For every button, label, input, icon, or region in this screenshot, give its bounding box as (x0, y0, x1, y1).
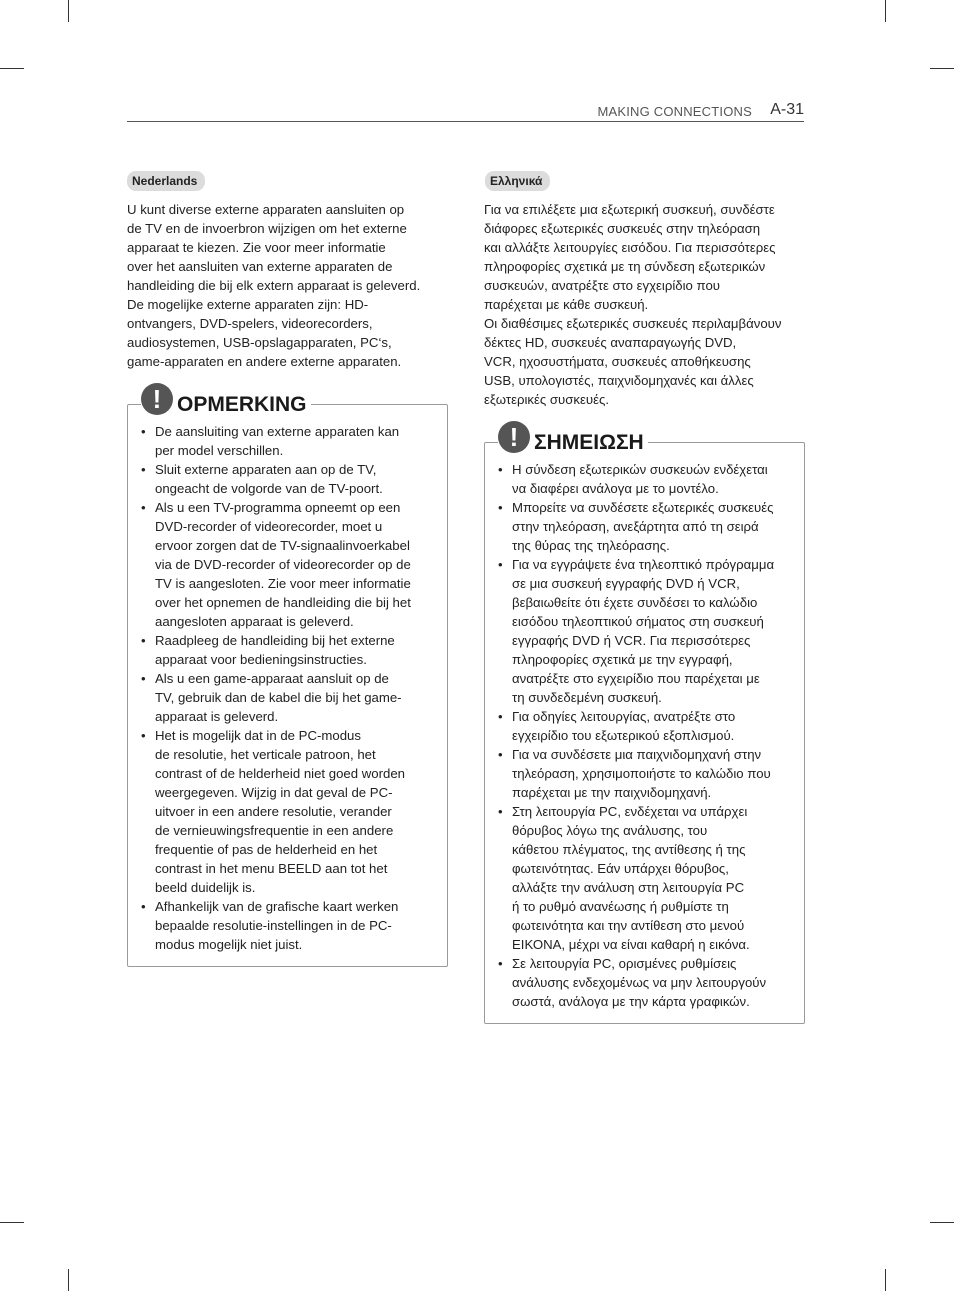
text-line: εξωτερικές συσκευές. (484, 392, 609, 407)
note-bullet-item (498, 802, 792, 954)
text-line: ανατρέξτε στο εγχειρίδιο που παρέχεται με (512, 671, 760, 686)
crop-mark-top-right-h (930, 68, 954, 69)
page-header (127, 100, 804, 122)
intro-paragraph (127, 200, 449, 371)
text-line: Για να εγγράψετε ένα τηλεοπτικό πρόγραμμα (512, 557, 775, 572)
note-bullet-item (141, 460, 435, 498)
crop-mark-bottom-left (68, 1269, 69, 1291)
text-line: ανάλυσης ενδεχομένως να μην λειτουργούν (512, 975, 767, 990)
text-line: over het aansluiten van externe apparaten de (127, 259, 393, 274)
crop-mark-top-left (68, 0, 69, 22)
note-bullet-item (498, 555, 792, 707)
text-line: game-apparaten en andere externe apparaten. (127, 354, 402, 369)
text-line: Sluit externe apparaten aan op de TV, (155, 462, 377, 477)
text-line: Οι διαθέσιμες εξωτερικές συσκευές περιλαμβάνουν (484, 316, 782, 331)
note-bullet-item (141, 897, 435, 954)
note-title: ΣΗΜΕΙΩΣΗ (534, 431, 644, 454)
text-line: Για να επιλέξετε μια εξωτερική συσκευή, συνδέστε (484, 202, 775, 217)
note-bullet-list (498, 460, 792, 1011)
text-line: De mogelijke externe apparaten zijn: HD- (127, 297, 369, 312)
text-line: Στη λειτουργία PC, ενδέχεται να υπάρχει (512, 804, 748, 819)
text-line: τηλεόραση, χρησιμοποιήστε το καλώδιο που (512, 766, 771, 781)
text-line: εγχειρίδιο του εξωτερικού εξοπλισμού. (512, 728, 735, 743)
text-line: weergegeven. Wijzig in dat geval de PC- (155, 785, 393, 800)
note-bullet-item (141, 422, 435, 460)
text-line: Μπορείτε να συνδέσετε εξωτερικές συσκευές (512, 500, 774, 515)
crop-mark-bottom-right-h (930, 1222, 954, 1223)
text-line: uitvoer in een andere resolutie, verander (155, 804, 392, 819)
text-line: συσκευών, ανατρέξτε στο εγχειρίδιο που (484, 278, 721, 293)
text-line: δέκτες HD, συσκευές αναπαραγωγής DVD, (484, 335, 737, 350)
note-bullet-list (141, 422, 435, 954)
text-line: φωτεινότητας. Εάν υπάρχει θόρυβος, (512, 861, 729, 876)
note-box (484, 422, 805, 1024)
note-bullet-item (498, 745, 792, 802)
text-line: ongeacht de volgorde van de TV-poort. (155, 481, 383, 496)
crop-mark-top-left-h (0, 68, 24, 69)
text-line: over het opnemen de handleiding die bij het (155, 595, 411, 610)
intro-paragraph (484, 200, 806, 409)
text-line: πληροφορίες σχετικά με την εγγραφή, (512, 652, 733, 667)
text-line: βεβαιωθείτε ότι έχετε συνδέσει το καλώδιο (512, 595, 758, 610)
text-line: διάφορες εξωτερικές συσκευές στην τηλεόραση (484, 221, 761, 236)
dutch-column (127, 171, 449, 967)
language-badge-dutch: Nederlands (127, 171, 205, 191)
text-line: handleiding die bij elk extern apparaat is geleverd. (127, 278, 421, 293)
text-line: De aansluiting van externe apparaten kan (155, 424, 400, 439)
text-line: apparaat is geleverd. (155, 709, 279, 724)
section-title: MAKING CONNECTIONS (597, 104, 752, 119)
note-bullet-item (141, 669, 435, 726)
text-line: πληροφορίες σχετικά με τη σύνδεση εξωτερικών (484, 259, 766, 274)
exclamation-icon: ! (141, 383, 173, 415)
text-line: ΕΙΚΟΝΑ, μέχρι να είναι καθαρή η εικόνα. (512, 937, 750, 952)
language-badge-greek: Ελληνικά (485, 171, 550, 191)
text-line: de resolutie, het verticale patroon, het (155, 747, 376, 762)
text-line: audiosystemen, USB-opslagapparaten, PC‘s, (127, 335, 392, 350)
text-line: σωστά, ανάλογα με την κάρτα γραφικών. (512, 994, 750, 1009)
text-line: ή το ρυθμό ανανέωσης ή ρυθμίστε τη (512, 899, 729, 914)
text-line: aangesloten apparaat is geleverd. (155, 614, 354, 629)
text-line: κάθετου πλέγματος, της αντίθεσης ή της (512, 842, 746, 857)
text-line: ontvangers, DVD-spelers, videorecorders, (127, 316, 373, 331)
note-bullet-item (141, 498, 435, 631)
note-title: OPMERKING (177, 393, 307, 416)
text-line: apparaat te kiezen. Zie voor meer informatie (127, 240, 386, 255)
crop-mark-bottom-left-h (0, 1222, 24, 1223)
note-bullet-item (498, 460, 792, 498)
text-line: Για οδηγίες λειτουργίας, ανατρέξτε στο (512, 709, 736, 724)
note-box (127, 384, 448, 967)
text-line: Για να συνδέσετε μια παιχνιδομηχανή στην (512, 747, 762, 762)
text-line: contrast of de helderheid niet goed worden (155, 766, 406, 781)
text-line: de TV en de invoerbron wijzigen om het externe (127, 221, 407, 236)
note-bullet-item (498, 954, 792, 1011)
text-line: beeld duidelijk is. (155, 880, 256, 895)
text-line: Afhankelijk van de grafische kaart werken (155, 899, 399, 914)
text-line: Als u een game-apparaat aansluit op de (155, 671, 389, 686)
text-line: θόρυβος λόγω της ανάλυσης, του (512, 823, 708, 838)
text-line: Raadpleeg de handleiding bij het externe (155, 633, 395, 648)
text-line: εγγραφής DVD ή VCR. Για περισσότερες (512, 633, 751, 648)
crop-mark-bottom-right (885, 1269, 886, 1291)
text-line: TV, gebruik dan de kabel die bij het game- (155, 690, 402, 705)
text-line: VCR, ηχοσυστήματα, συσκευές αποθήκευσης (484, 354, 751, 369)
text-line: Als u een TV-programma opneemt op een (155, 500, 401, 515)
text-line: U kunt diverse externe apparaten aansluiten op (127, 202, 405, 217)
greek-column (484, 171, 806, 1024)
text-line: της θύρας της τηλεόρασης. (512, 538, 670, 553)
text-line: Het is mogelijk dat in de PC-modus (155, 728, 361, 743)
text-line: Σε λειτουργία PC, ορισμένες ρυθμίσεις (512, 956, 737, 971)
text-line: και αλλάξτε λειτουργίες εισόδου. Για περισσότερες (484, 240, 776, 255)
note-bullet-item (141, 631, 435, 669)
text-line: per model verschillen. (155, 443, 284, 458)
text-line: apparaat voor bedieningsinstructies. (155, 652, 367, 667)
text-line: TV is aangesloten. Zie voor meer informatie (155, 576, 411, 591)
text-line: DVD-recorder of videorecorder, moet u (155, 519, 383, 534)
text-line: αλλάξτε την ανάλυση στη λειτουργία PC (512, 880, 745, 895)
text-line: de vernieuwingsfrequentie in een andere (155, 823, 394, 838)
note-bullet-item (498, 498, 792, 555)
text-line: εισόδου τηλεοπτικού σήματος στη συσκευή (512, 614, 764, 629)
text-line: frequentie of pas de helderheid en het (155, 842, 378, 857)
note-heading (498, 421, 648, 453)
text-line: παρέχεται με την παιχνιδομηχανή. (512, 785, 712, 800)
note-bullet-item (141, 726, 435, 897)
text-line: φωτεινότητα και την αντίθεση στο μενού (512, 918, 745, 933)
exclamation-icon: ! (498, 421, 530, 453)
text-line: Η σύνδεση εξωτερικών συσκευών ενδέχεται (512, 462, 768, 477)
text-line: bepaalde resolutie-instellingen in de PC- (155, 918, 392, 933)
text-line: USB, υπολογιστές, παιχνιδομηχανές και άλλες (484, 373, 754, 388)
text-line: modus mogelijk niet juist. (155, 937, 303, 952)
text-line: τη συνδεδεμένη συσκευή. (512, 690, 662, 705)
text-line: via de DVD-recorder of videorecorder op de (155, 557, 411, 572)
text-line: να διαφέρει ανάλογα με το μοντέλο. (512, 481, 719, 496)
text-line: ervoor zorgen dat de TV-signaalinvoerkabel (155, 538, 410, 553)
page-number: A-31 (770, 101, 804, 118)
text-line: παρέχεται με κάθε συσκευή. (484, 297, 649, 312)
crop-mark-top-right (885, 0, 886, 22)
text-line: στην τηλεόραση, ανεξάρτητα από τη σειρά (512, 519, 759, 534)
note-heading (141, 383, 311, 415)
text-line: contrast in het menu BEELD aan tot het (155, 861, 388, 876)
note-bullet-item (498, 707, 792, 745)
text-line: σε μια συσκευή εγγραφής DVD ή VCR, (512, 576, 740, 591)
